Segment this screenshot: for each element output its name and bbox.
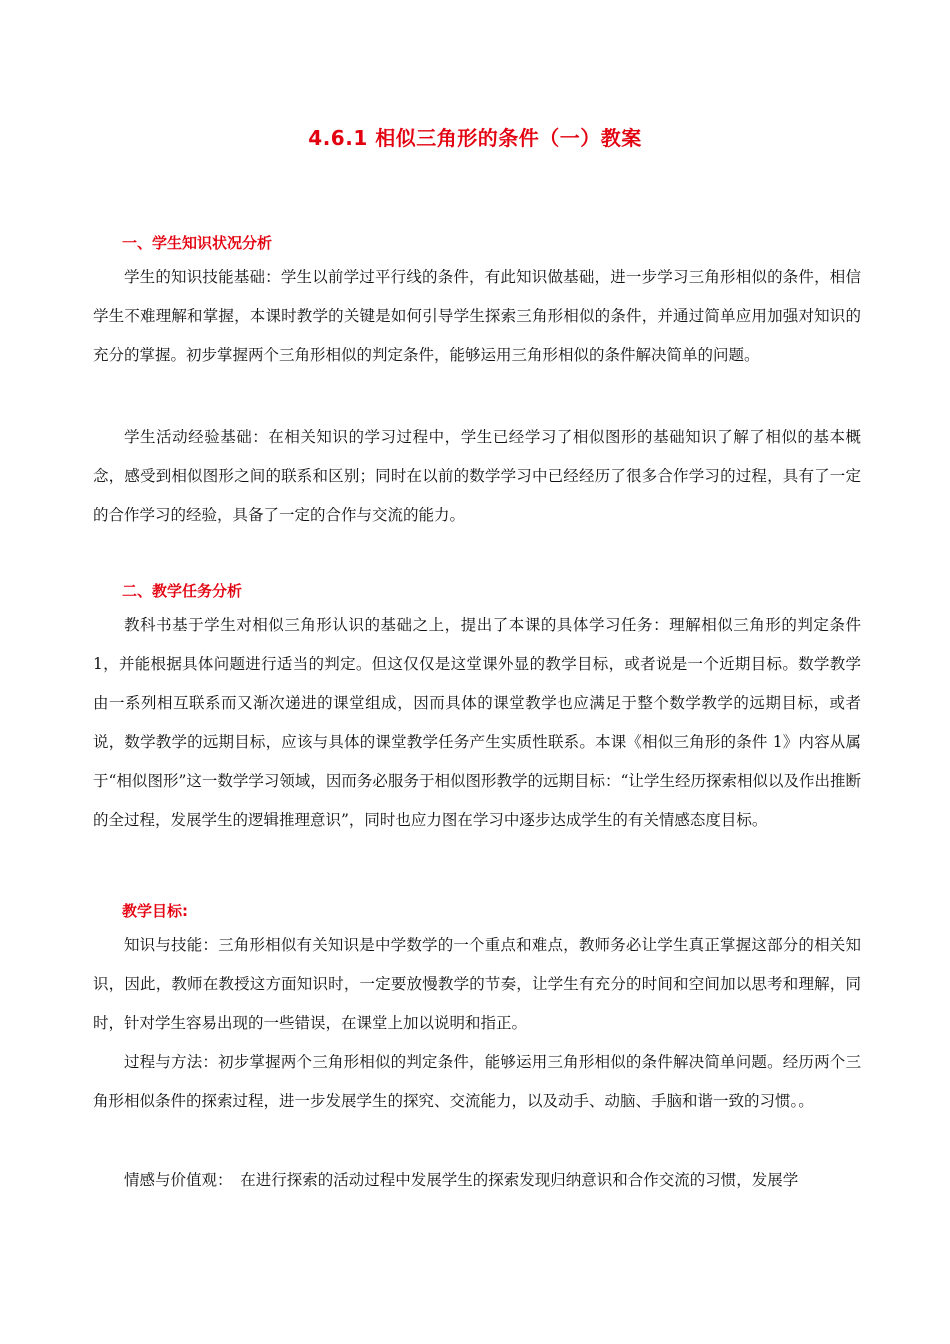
paragraph-activity-experience: 学生活动经验基础：在相关知识的学习过程中，学生已经学习了相似图形的基础知识了解了相似的基本概念，感受到相似图形之间的联系和区别；同时在以前的数学学习中已经经历了很多合作学习的过程，具有了一定的合作学习的经验，具备了一定的合作与交流的能力。	[93, 428, 861, 524]
paragraph-goal-process: 过程与方法：初步掌握两个三角形相似的判定条件，能够运用三角形相似的条件解决简单问题。经历两个三角形相似条件的探索过程，进一步发展学生的探究、交流能力，以及动手、动脑、手脑和谐一致的习惯。。	[93, 1053, 861, 1110]
teaching-goals-heading: 教学目标:	[122, 902, 188, 920]
document-title: 4.6.1 相似三角形的条件（一）教案	[308, 126, 642, 150]
paragraph-knowledge-skills: 学生的知识技能基础：学生以前学过平行线的条件，有此知识做基础，进一步学习三角形相似的条件，相信学生不难理解和掌握，本课时教学的关键是如何引导学生探索三角形相似的条件，并通过简单应用加强对知识的充分的掌握。初步掌握两个三角形相似的判定条件，能够运用三角形相似的条件解决简单的问题。	[93, 268, 861, 364]
paragraph-goal-emotion: 情感与价值观： 在进行探索的活动过程中发展学生的探索发现归纳意识和合作交流的习惯，发展学	[124, 1171, 799, 1189]
section-heading-task-analysis: 二、教学任务分析	[122, 582, 243, 600]
paragraph-task-analysis: 教科书基于学生对相似三角形认识的基础之上，提出了本课的具体学习任务：理解相似三角形的判定条件 1，并能根据具体问题进行适当的判定。但这仅仅是这堂课外显的教学目标，或者说是一个近期目标。数学教学由一系列相互联系而又渐次递进的课堂组成，因而具体的课堂教学也应满足于整个数学教学的远期目标，或者说，数学教学的远期目标，应该与具体的课堂教学任务产生实质性联系。本课《相似三角形的条件 1》内容从属于“相似图形”这一数学学习领域，因而务必服务于相似图形教学的远期目标：“让学生经历探索相似以及作出推断的全过程，发展学生的逻辑推理意识”，同时也应力图在学习中逐步达成学生的有关情感态度目标。	[93, 616, 861, 829]
paragraph-goal-knowledge: 知识与技能：三角形相似有关知识是中学数学的一个重点和难点，教师务必让学生真正掌握这部分的相关知识，因此，教师在教授这方面知识时，一定要放慢教学的节奏，让学生有充分的时间和空间加以思考和理解，同时，针对学生容易出现的一些错误，在课堂上加以说明和指正。	[93, 936, 861, 1032]
section-heading-student-analysis: 一、学生知识状况分析	[122, 234, 273, 252]
